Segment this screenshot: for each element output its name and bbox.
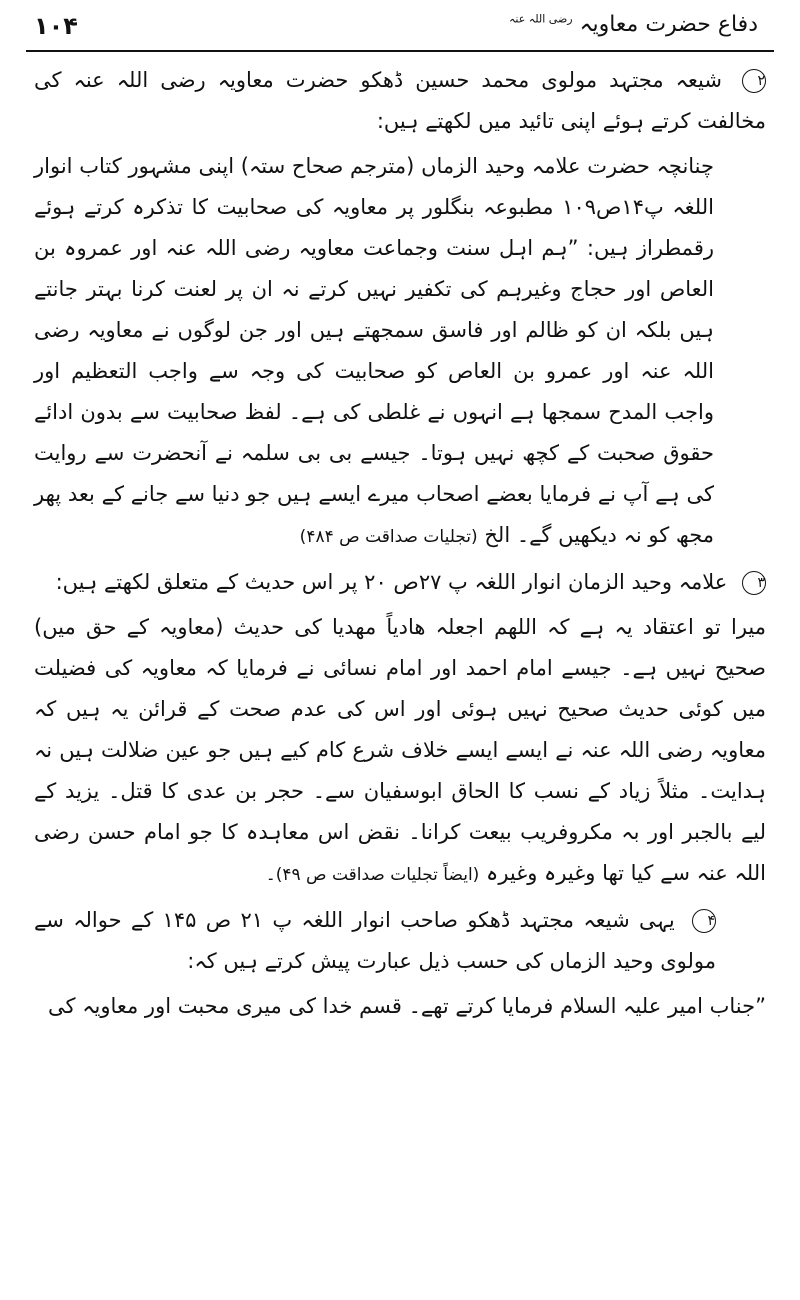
section-2	[34, 60, 766, 142]
honorific-mark: رضی اللہ عنہ	[508, 12, 573, 26]
section-3-body	[34, 607, 766, 896]
section-2-text: شیعہ مجتہد مولوی محمد حسین ڈھکو حضرت معاویہ رضی اللہ عنہ کی مخالفت کرتے ہوئے اپنی تائید میں لکھتے ہیں:	[34, 68, 766, 133]
body-text	[34, 60, 766, 1031]
section-number-badge: ۳	[742, 571, 766, 595]
quote-1-reference: (تجلیات صداقت ص ۴۸۴)	[299, 527, 478, 547]
page-number: ۱۰۴	[34, 12, 78, 40]
quote-2-text: ”جناب امیر علیہ السلام فرمایا کرتے تھے۔ قسم خدا کی میری محبت اور معاویہ کی	[48, 994, 766, 1018]
section-number-badge: ۲	[742, 69, 766, 93]
section-4	[34, 900, 716, 982]
quote-block-2	[34, 986, 766, 1027]
page-header	[26, 6, 774, 52]
section-3-heading	[34, 562, 766, 603]
section-number-badge: ۴	[692, 909, 716, 933]
quote-block-1	[34, 146, 714, 558]
running-title-text: دفاع حضرت معاویہ	[579, 12, 758, 37]
section-4-text: یہی شیعہ مجتہد ڈھکو صاحب انوار اللغہ پ ۲۱ ص ۱۴۵ کے حوالہ سے مولوی وحید الزماں کی حسب ذیل عبارت پیش کرتے ہیں کہ:	[34, 908, 716, 973]
section-3-heading-text: علامہ وحید الزمان انوار اللغہ پ ۲۷ص ۲۰ پر اس حدیث کے متعلق لکھتے ہیں:	[55, 570, 728, 594]
section-3-reference: (ایضاً تجلیات صداقت ص ۴۹)۔	[265, 865, 480, 885]
running-title	[509, 12, 758, 37]
quote-1-text: چنانچہ حضرت علامہ وحید الزماں (مترجم صحاح ستہ) اپنی مشہور کتاب انوار اللغہ پ۱۴ص۱۰۹ مطبوعہ بنگلور پر معاویہ کی صحابیت کا تذکرہ کرتے ہوئے رقمطراز ہیں: ”ہم اہل سنت وجماعت معاویہ رضی اللہ عنہ اور عمروہ بن العاص اور حجاج وغیرہم کی تکفیر نہیں کرتے نہ ان پر لعنت کرنا بہتر جانتے ہیں بلکہ ان کو ظالم اور فاسق سمجھتے ہیں اور جن لوگوں نے معاویہ رضی اللہ عنہ اور عمرو بن العاص کو صحابیت کی وجہ سے واجب التعظیم اور واجب المدح سمجھا ہے انہوں نے غلطی کی ہے۔ لفظ صحابیت سے بدون ادائے حقوق صحبت کے کچھ نہیں ہوتا۔ جیسے بی بی سلمہ نے آنحضرت سے روایت کی ہے آپ نے فرمایا بعضے اصحاب میرے ایسے ہیں جو دنیا سے جانے کے بعد پھر مجھ کو نہ دیکھیں گے۔ الخ	[34, 154, 714, 547]
section-3-text: میرا تو اعتقاد یہ ہے کہ اللھم اجعلہ ھادیاً مھدیا کی حدیث (معاویہ کے حق میں) صحیح نہیں ہے۔ جیسے امام احمد اور امام نسائی نے فرمایا کہ معاویہ کی فضیلت میں کوئی حدیث صحیح نہیں ہوئی اور اس کی عدم صحت کے قرائن یہ ہیں کہ معاویہ رضی اللہ عنہ نے ایسے ایسے خلاف شرع کام کیے ہیں جو عین ضلالت ہیں نہ ہدایت۔ مثلاً زیاد کے نسب کا الحاق ابوسفیان سے۔ حجر بن عدی کا قتل۔ یزید کے لیے بالجبر اور بہ مکروفریب بیعت کرانا۔ نقض اس معاہدہ کا جو امام حسن رضی اللہ عنہ سے کیا تھا وغیرہ وغیرہ	[34, 615, 766, 885]
